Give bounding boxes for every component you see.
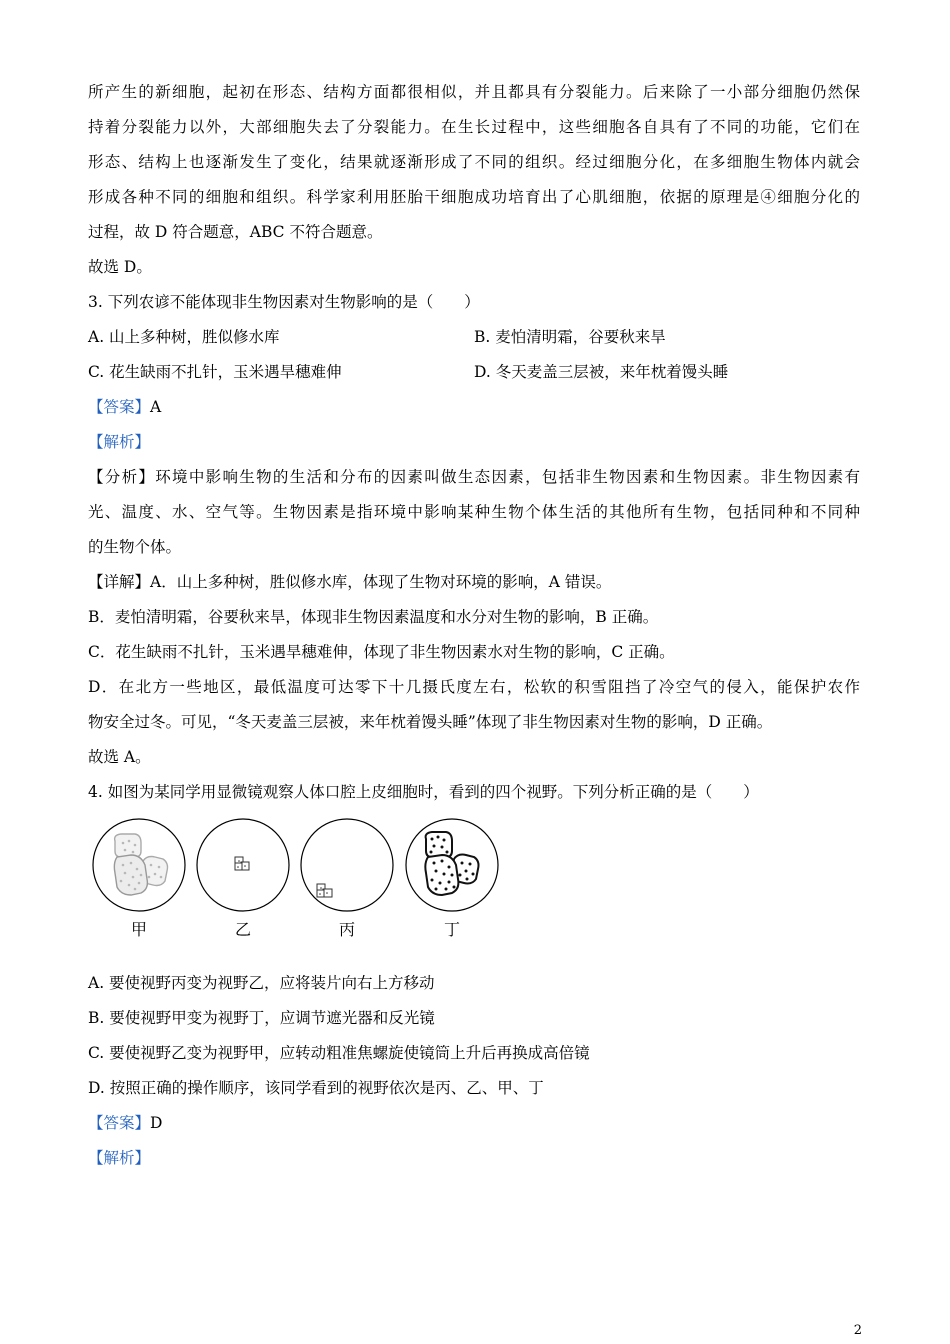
q3-xiangjie-a <box>88 568 860 603</box>
q4-answer <box>88 1109 860 1144</box>
field-jia-image <box>91 817 187 913</box>
text-line: 持着分裂能力以外，大部细胞失去了分裂能力。在生长过程中，这些细胞各自具有了不同的功能，它们在 <box>88 118 860 136</box>
text-line: 形态、结构上也逐渐发生了变化，结果就逐渐形成了不同的组织。经过细胞分化，在多细胞生物体内就会 <box>88 153 860 171</box>
page-number: 2 <box>853 1323 862 1338</box>
xiangjie-text: A．山上多种树，胜似修水库，体现了生物对环境的影响，A 错误。 <box>150 573 612 591</box>
field-ding <box>404 817 500 940</box>
answer-tag: 【答案】 <box>88 1114 151 1132</box>
q4-analysis-heading <box>88 1144 860 1179</box>
q3-options-row-1 <box>88 323 860 358</box>
q3-option-c: C. 花生缺雨不扎针，玉米遇旱穗难伸 <box>88 363 342 381</box>
q3-xiangjie-b: B．麦怕清明霜，谷要秋来旱，体现非生物因素温度和水分对生物的影响，B 正确。 <box>88 608 659 626</box>
field-label-jia: 甲 <box>130 920 147 939</box>
q3-options-row-2 <box>88 358 860 393</box>
q3-fenxi <box>88 463 860 568</box>
field-jia <box>91 817 187 940</box>
field-label-yi: 乙 <box>234 920 251 939</box>
field-label-bing: 丙 <box>338 920 355 939</box>
q4-stem: 4. 如图为某同学用显微镜观察人体口腔上皮细胞时，看到的四个视野。下列分析正确的是（ ） <box>88 783 759 801</box>
answer-tag: 【答案】 <box>88 398 151 416</box>
field-yi-image <box>195 817 291 913</box>
analysis-tag: 【解析】 <box>88 433 151 451</box>
analysis-tag: 【解析】 <box>88 1149 151 1167</box>
q3-xiangjie-d <box>88 673 860 743</box>
q4-option-a: A. 要使视野丙变为视野乙，应将装片向右上方移动 <box>88 974 435 992</box>
xiangjie-tag: 【详解】 <box>88 573 151 591</box>
text-line: 的生物个体。 <box>88 538 182 556</box>
text-line: 光、温度、水、空气等。生物因素是指环境中影响某种生物个体生活的其他所有生物，包括同种和不同种 <box>88 503 860 521</box>
fenxi-tag: 【分析】 <box>88 468 156 486</box>
answer-value: D <box>150 1114 163 1132</box>
text-line: 物安全过冬。可见，“冬天麦盖三层被，来年枕着馒头睡”体现了非生物因素对生物的影响，D 正确。 <box>88 713 773 731</box>
answer-value: A <box>150 398 162 416</box>
q3-option-b: B. 麦怕清明霜，谷要秋来旱 <box>474 328 666 346</box>
text-line: D．在北方一些地区，最低温度可达零下十几摄氏度左右，松软的积雪阻挡了冷空气的侵入，能保护农作 <box>88 678 860 696</box>
text-line: 过程，故 D 符合题意，ABC 不符合题意。 <box>88 223 383 241</box>
q3-analysis-heading <box>88 428 860 463</box>
q3-xiangjie-c: C．花生缺雨不扎针，玉米遇旱穗难伸，体现了非生物因素水对生物的影响，C 正确。 <box>88 643 675 661</box>
fenxi-text: 环境中影响生物的生活和分布的因素叫做生态因素，包括非生物因素和生物因素。非生物因素有 <box>155 468 860 486</box>
field-bing <box>299 817 395 940</box>
field-bing-image <box>299 817 395 913</box>
microscope-fields-figure <box>88 817 860 969</box>
q3-conclusion: 故选 A。 <box>88 748 151 766</box>
text-line: 所产生的新细胞，起初在形态、结构方面都很相似，并且都具有分裂能力。后来除了一小部分细胞仍然保 <box>88 83 860 101</box>
q4-option-d: D. 按照正确的操作顺序，该同学看到的视野依次是丙、乙、甲、丁 <box>88 1079 544 1097</box>
q3-stem: 3. 下列农谚不能体现非生物因素对生物影响的是（ ） <box>88 293 480 311</box>
q4-option-b: B. 要使视野甲变为视野丁，应调节遮光器和反光镜 <box>88 1009 435 1027</box>
q3-answer <box>88 393 860 428</box>
q2-conclusion: 故选 D。 <box>88 258 152 276</box>
text-line: 形成各种不同的细胞和组织。科学家利用胚胎干细胞成功培育出了心肌细胞，依据的原理是④细胞分化的 <box>88 188 860 206</box>
q2-explanation-paragraph <box>88 78 860 253</box>
page-content <box>88 78 860 1179</box>
q4-option-c: C. 要使视野乙变为视野甲，应转动粗准焦螺旋使镜筒上升后再换成高倍镜 <box>88 1044 590 1062</box>
text-line <box>88 463 860 498</box>
field-label-ding: 丁 <box>443 920 460 939</box>
q3-option-d: D. 冬天麦盖三层被，来年枕着馒头睡 <box>474 363 729 381</box>
field-yi <box>195 817 291 940</box>
q3-option-a: A. 山上多种树，胜似修水库 <box>88 328 280 346</box>
field-ding-image <box>404 817 500 913</box>
